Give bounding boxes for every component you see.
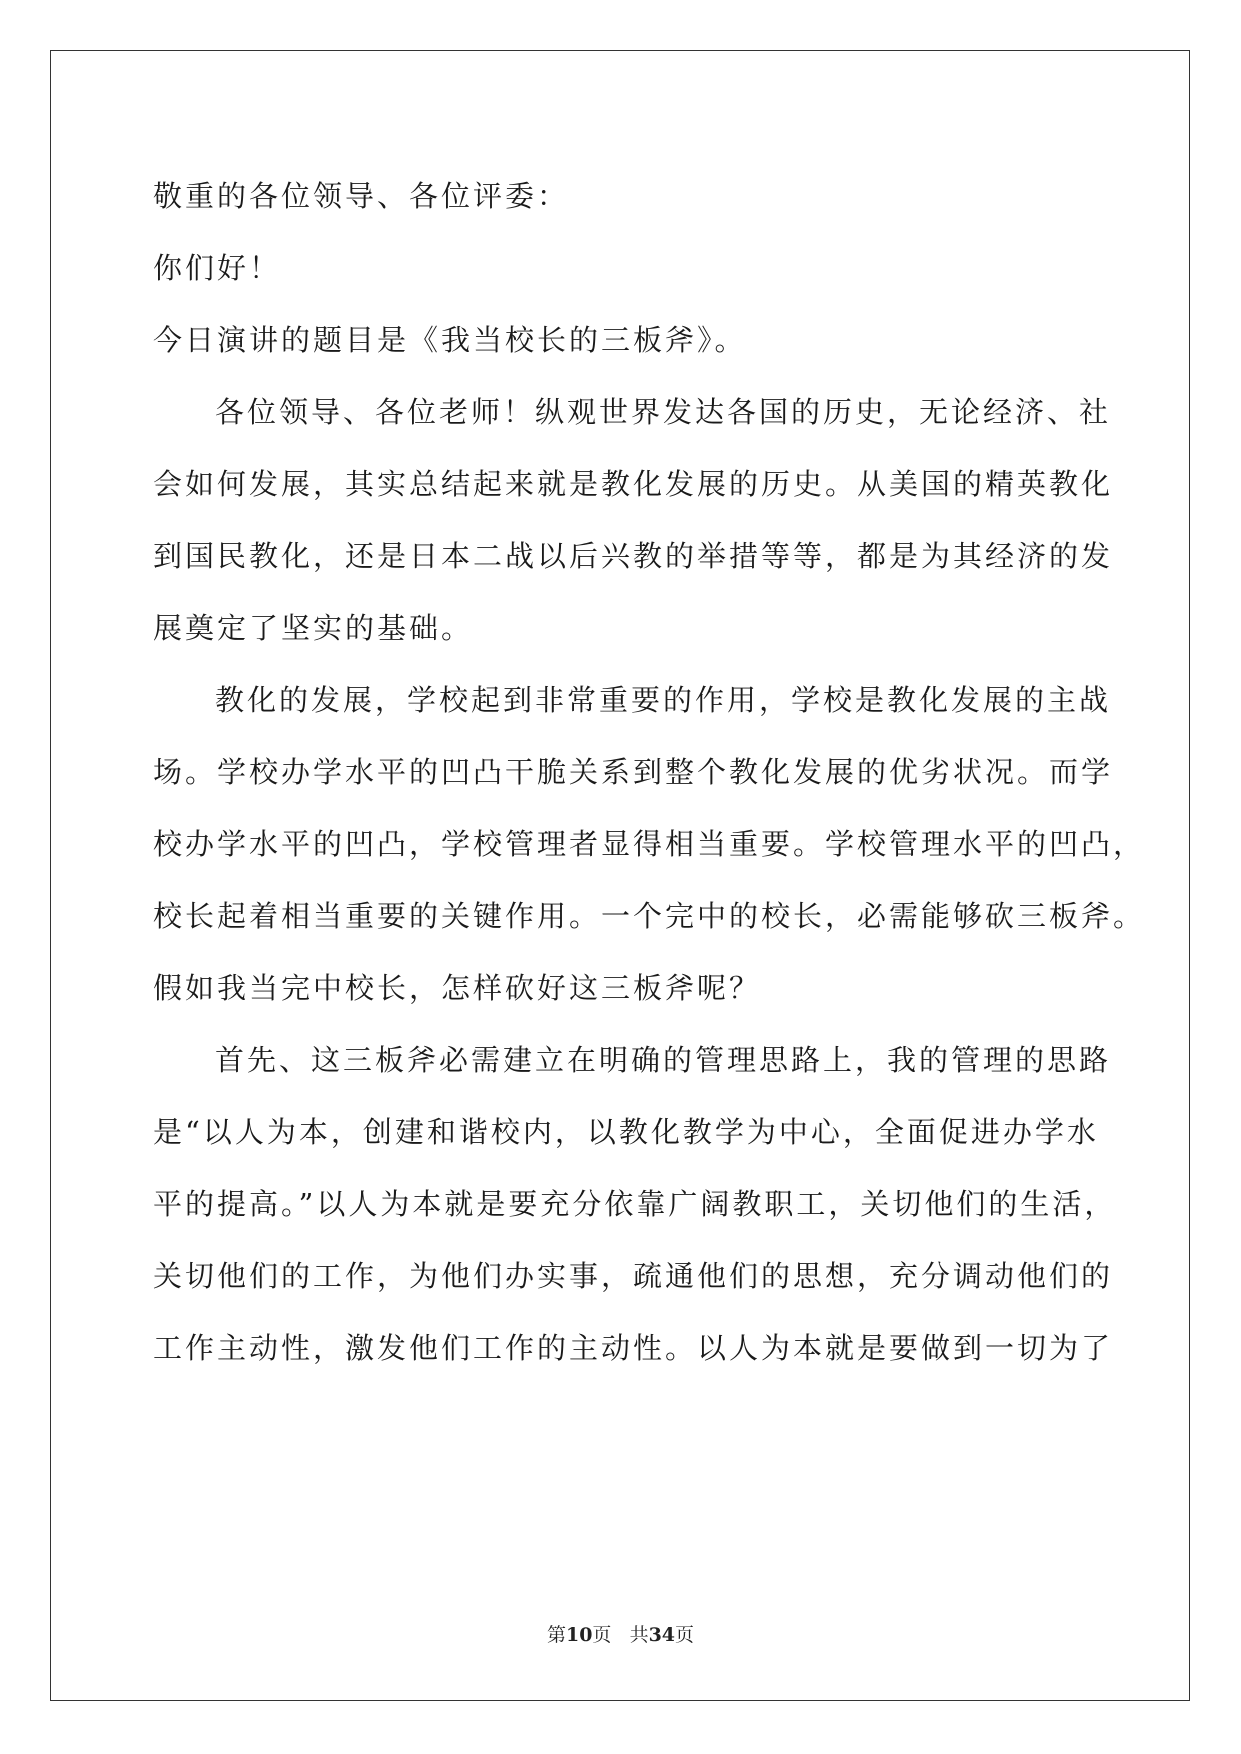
text-line: 会如何发展，其实总结起来就是教化发展的历史。从美国的精英教化 — [153, 467, 1114, 501]
paragraph-greeting — [153, 232, 1123, 304]
text-line: 工作主动性，激发他们工作的主动性。以人为本就是要做到一切为了 — [153, 1331, 1114, 1365]
text-line: 敬重的各位领导、各位评委： — [153, 179, 570, 213]
page-prefix: 第 — [546, 1624, 566, 1646]
page-footer — [0, 1620, 1241, 1647]
text-line: 校长起着相当重要的关键作用。一个完中的校长，必需能够砍三板斧。 — [153, 899, 1146, 933]
total-pages: 34 — [648, 1624, 676, 1646]
paragraph-school-role — [153, 664, 1146, 1024]
text-line: 到国民教化，还是日本二战以后兴教的举措等等，都是为其经济的发 — [153, 539, 1114, 573]
text-line: 平的提高。”以人为本就是要充分依靠广阔教职工，关切他们的生活， — [153, 1187, 1117, 1221]
paragraph-management — [153, 1024, 1123, 1384]
text-line: 关切他们的工作，为他们办实事，疏通他们的思想，充分调动他们的 — [153, 1259, 1114, 1293]
total-prefix: 共 — [629, 1624, 649, 1646]
text-line: 教化的发展，学校起到非常重要的作用，学校是教化发展的主战 — [215, 683, 1112, 717]
paragraph-topic — [153, 304, 1123, 376]
text-line: 校办学水平的凹凸，学校管理者显得相当重要。学校管理水平的凹凸， — [153, 827, 1146, 861]
page-number: 10 — [565, 1624, 593, 1646]
text-line: 你们好！ — [153, 251, 282, 285]
paragraph-history — [153, 376, 1123, 664]
text-line: 展奠定了坚实的基础。 — [153, 611, 474, 645]
text-line: 是“以人为本，创建和谐校内，以教化教学为中心，全面促进办学水 — [153, 1115, 1099, 1149]
text-line: 场。学校办学水平的凹凸干脆关系到整个教化发展的优劣状况。而学 — [153, 755, 1114, 789]
text-line: 首先、这三板斧必需建立在明确的管理思路上，我的管理的思路 — [215, 1043, 1112, 1077]
text-line: 假如我当完中校长，怎样砍好这三板斧呢？ — [153, 971, 762, 1005]
text-line: 各位领导、各位老师！纵观世界发达各国的历史，无论经济、社 — [215, 395, 1112, 429]
paragraph-salutation — [153, 160, 1123, 232]
document-body — [153, 160, 1146, 1384]
text-line: 今日演讲的题目是《我当校长的三板斧》。 — [153, 323, 747, 357]
total-suffix: 页 — [675, 1624, 695, 1646]
page-suffix: 页 — [592, 1624, 612, 1646]
